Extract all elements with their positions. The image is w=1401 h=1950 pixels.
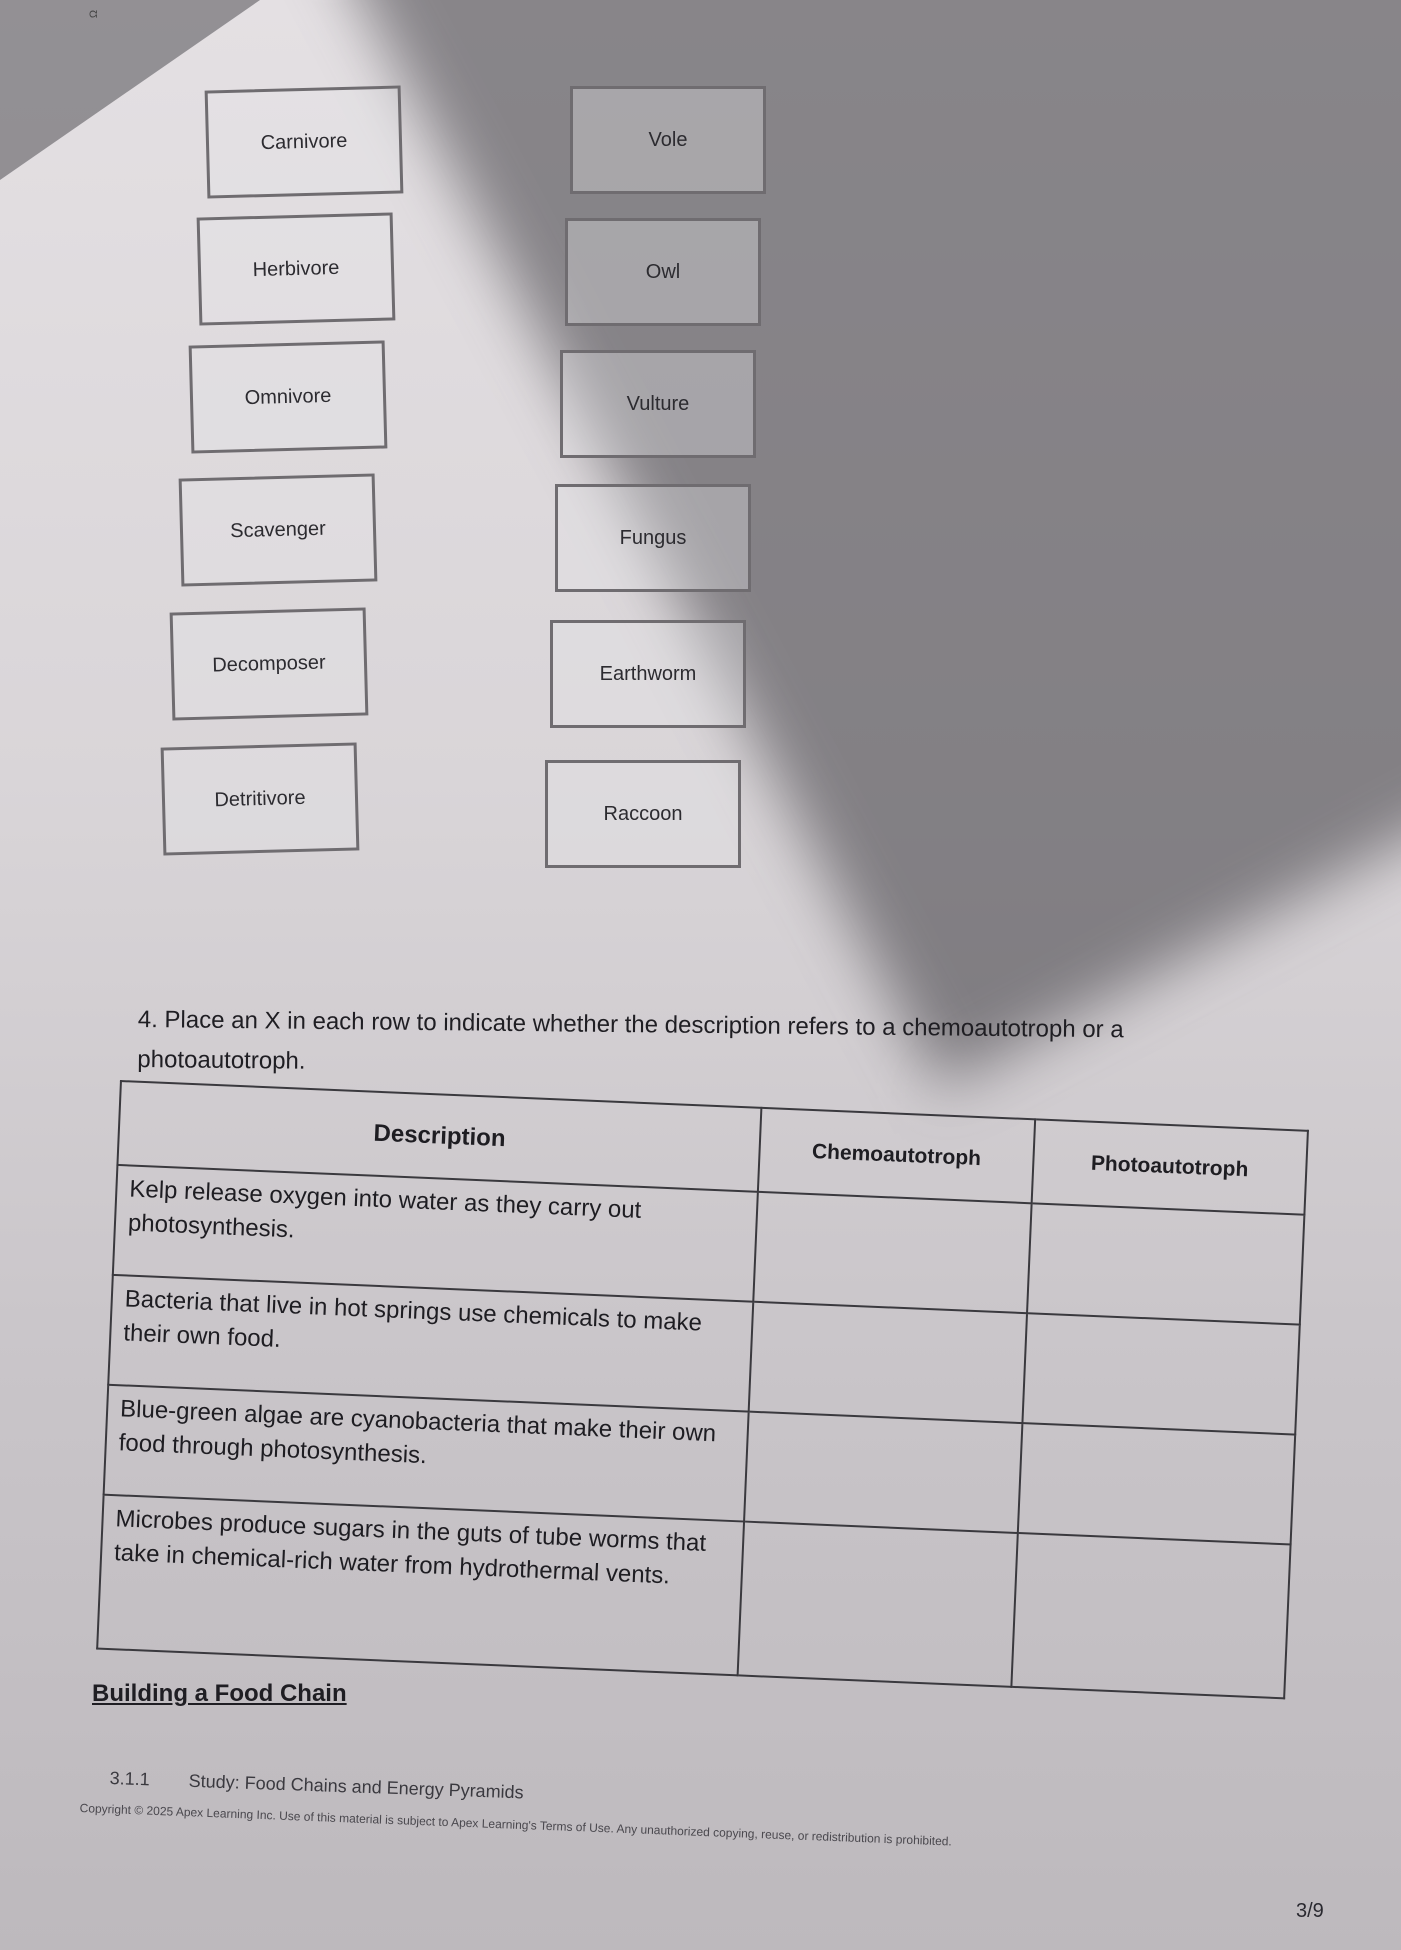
- classification-table: [96, 1080, 1309, 1699]
- card-herbivore[interactable]: [197, 212, 396, 325]
- card-raccoon[interactable]: [545, 760, 741, 868]
- card-label: Owl: [645, 261, 681, 283]
- chemo-cell[interactable]: [754, 1192, 1032, 1313]
- card-label: Decomposer: [212, 651, 326, 677]
- chemo-cell[interactable]: [738, 1522, 1018, 1687]
- header-photoautotroph: Photoautotroph: [1031, 1119, 1308, 1214]
- card-label: Earthworm: [599, 663, 697, 685]
- chemo-cell[interactable]: [744, 1412, 1022, 1533]
- copyright-notice: Copyright © 2025 Apex Learning Inc. Use of this material is subject to Apex Learning's Terms of Use. Any unauthorized copying, reuse, or redistribution is prohibited.: [79, 1800, 953, 1849]
- card-label: Vole: [648, 129, 688, 151]
- row-description: Bacteria that live in hot springs use chemicals to make their own food.: [108, 1275, 753, 1412]
- question-text: 4. Place an X in each row to indicate whether the description refers to a chemoautotroph or a photoautotroph.: [137, 1005, 1124, 1075]
- photo-cell[interactable]: [1011, 1533, 1291, 1698]
- photo-cell[interactable]: [1017, 1423, 1295, 1544]
- row-description: Microbes produce sugars in the guts of tube worms that take in chemical-rich water from hydrothermal vents.: [97, 1495, 744, 1676]
- lesson-title: Study: Food Chains and Energy Pyramids: [188, 1770, 524, 1803]
- card-label: Raccoon: [603, 803, 683, 825]
- card-omnivore[interactable]: [189, 340, 388, 453]
- header-chemoautotroph: Chemoautotroph: [758, 1108, 1035, 1203]
- card-decomposer[interactable]: [170, 607, 369, 720]
- chemo-cell[interactable]: [749, 1302, 1027, 1423]
- card-label: Herbivore: [252, 256, 340, 282]
- page-number: 3/9: [1296, 1900, 1324, 1922]
- card-carnivore[interactable]: [205, 85, 404, 198]
- card-label: Carnivore: [260, 129, 348, 155]
- photo-cell[interactable]: [1022, 1313, 1300, 1434]
- card-vole[interactable]: [570, 86, 766, 194]
- row-description: Blue-green algae are cyanobacteria that make their own food through photosynthesis.: [104, 1385, 749, 1522]
- corner-mark: Ω: [88, 9, 101, 19]
- card-fungus[interactable]: [555, 484, 751, 592]
- card-owl[interactable]: [565, 218, 761, 326]
- photo-cell[interactable]: [1027, 1203, 1305, 1324]
- card-detritivore[interactable]: [161, 742, 360, 855]
- card-label: Detritivore: [214, 786, 306, 812]
- card-label: Fungus: [619, 527, 687, 549]
- card-earthworm[interactable]: [550, 620, 746, 728]
- row-description: Kelp release oxygen into water as they carry out photosynthesis.: [113, 1165, 758, 1302]
- card-label: Omnivore: [244, 384, 332, 410]
- header-description: Description: [117, 1081, 761, 1192]
- card-vulture[interactable]: [560, 350, 756, 458]
- card-label: Scavenger: [229, 517, 327, 543]
- card-scavenger[interactable]: [179, 473, 378, 586]
- section-title: Building a Food Chain: [92, 1680, 347, 1707]
- card-label: Vulture: [626, 393, 690, 415]
- lesson-number: 3.1.1: [109, 1768, 151, 1790]
